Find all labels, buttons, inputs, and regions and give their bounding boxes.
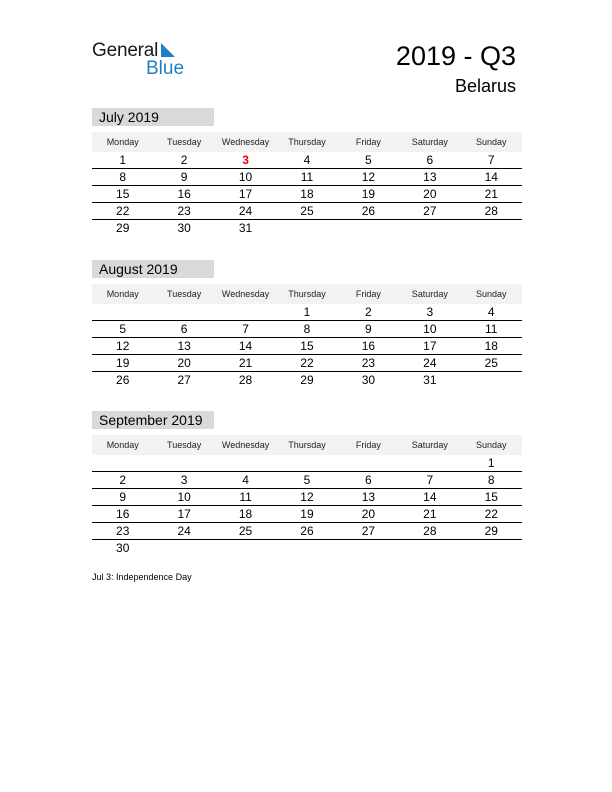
weekday-label: Friday — [355, 440, 381, 450]
day-cell — [92, 304, 153, 320]
day-cell: 11 — [485, 322, 498, 336]
weekday-label: Saturday — [411, 137, 448, 147]
day-cell: 15 — [484, 490, 498, 504]
day-cell — [153, 540, 214, 556]
week-row — [92, 540, 522, 556]
day-cell — [399, 540, 460, 556]
day-cell: 13 — [361, 490, 376, 504]
day-cell: 4 — [303, 153, 311, 167]
day-cell: 16 — [177, 187, 191, 201]
day-cell: 1 — [119, 153, 127, 167]
day-cell — [276, 455, 337, 471]
day-cell — [153, 455, 214, 471]
week-row — [92, 489, 522, 506]
day-cell: 17 — [238, 187, 253, 201]
weekday-label: Saturday — [411, 289, 448, 299]
day-cell: 25 — [300, 204, 314, 218]
week-row — [92, 372, 522, 388]
day-cell: 4 — [242, 473, 249, 487]
weekday-header — [92, 284, 522, 304]
day-cell: 31 — [423, 373, 437, 387]
week-row — [92, 304, 522, 321]
day-cell: 9 — [180, 170, 188, 184]
day-cell: 16 — [361, 339, 376, 353]
day-cell: 18 — [300, 187, 314, 201]
weekday-label: Thursday — [288, 289, 326, 299]
weekday-label: Thursday — [288, 137, 326, 147]
day-cell: 30 — [361, 373, 376, 387]
weekday-label: Tuesday — [167, 137, 202, 147]
day-cell: 5 — [365, 153, 372, 167]
weekday-label: Tuesday — [167, 289, 202, 299]
day-cell: 10 — [238, 170, 253, 184]
day-cell: 22 — [484, 507, 498, 521]
brand-logo — [92, 40, 192, 80]
weekday-label: Wednesday — [221, 137, 270, 147]
day-cell: 7 — [242, 322, 249, 336]
day-cell: 12 — [300, 490, 314, 504]
day-cell: 27 — [177, 373, 191, 387]
day-cell: 26 — [116, 373, 130, 387]
day-cell: 20 — [177, 356, 191, 370]
day-cell: 20 — [423, 187, 437, 201]
day-cell — [215, 304, 276, 320]
day-cell: 24 — [423, 356, 437, 370]
day-cell: 8 — [487, 473, 495, 487]
weekday-label: Tuesday — [167, 440, 202, 450]
day-cell: 14 — [484, 170, 498, 184]
day-cell: 7 — [487, 153, 495, 167]
day-cell: 3 — [426, 305, 434, 319]
month-label: September 2019 — [92, 411, 214, 429]
day-cell: 8 — [303, 322, 311, 336]
weekday-label: Sunday — [475, 440, 507, 450]
day-cell: 18 — [484, 339, 498, 353]
month-label: July 2019 — [92, 108, 214, 126]
weekday-label: Wednesday — [221, 289, 270, 299]
week-row — [92, 152, 522, 169]
month-block — [92, 108, 522, 236]
week-row — [92, 523, 522, 540]
day-cell: 21 — [484, 187, 498, 201]
weekday-label: Friday — [355, 137, 381, 147]
day-cell: 28 — [238, 373, 253, 387]
day-cell: 23 — [361, 356, 376, 370]
day-cell — [399, 220, 460, 236]
weekday-label: Saturday — [411, 440, 448, 450]
day-cell: 14 — [423, 490, 437, 504]
day-cell: 6 — [180, 322, 188, 336]
weekday-label: Monday — [106, 137, 139, 147]
day-cell: 3 — [180, 473, 188, 487]
week-row — [92, 321, 522, 338]
day-cell: 3 — [242, 153, 249, 167]
logo-triangle-icon — [161, 43, 175, 57]
day-cell: 19 — [116, 356, 130, 370]
day-cell — [338, 220, 399, 236]
day-cell — [461, 220, 522, 236]
day-cell: 12 — [361, 170, 376, 184]
month-block — [92, 411, 522, 556]
day-cell: 17 — [423, 339, 437, 353]
day-cell: 29 — [116, 221, 130, 235]
week-row — [92, 169, 522, 186]
day-cell: 9 — [365, 322, 372, 336]
day-cell: 30 — [116, 541, 130, 555]
week-row — [92, 338, 522, 355]
day-cell: 5 — [303, 473, 311, 487]
day-cell: 15 — [116, 187, 130, 201]
day-cell: 23 — [177, 204, 191, 218]
day-cell: 10 — [423, 322, 437, 336]
day-cell: 15 — [300, 339, 314, 353]
week-row — [92, 506, 522, 523]
day-cell: 27 — [361, 524, 376, 538]
week-row — [92, 203, 522, 220]
day-cell: 2 — [365, 305, 372, 319]
day-cell: 28 — [423, 524, 437, 538]
weekday-label: Thursday — [288, 440, 326, 450]
day-cell: 20 — [361, 507, 376, 521]
day-cell: 2 — [119, 473, 127, 487]
day-cell: 28 — [484, 204, 498, 218]
day-cell: 18 — [238, 507, 253, 521]
day-cell: 26 — [361, 204, 376, 218]
weekday-label: Wednesday — [221, 440, 270, 450]
day-cell: 19 — [300, 507, 314, 521]
day-cell: 9 — [119, 490, 127, 504]
day-cell: 27 — [423, 204, 437, 218]
country-name: Belarus — [454, 76, 516, 96]
day-cell: 13 — [423, 170, 437, 184]
day-cell — [461, 372, 522, 388]
day-cell: 21 — [238, 356, 253, 370]
day-cell — [215, 540, 276, 556]
day-cell: 21 — [423, 507, 437, 521]
day-cell — [461, 540, 522, 556]
day-cell: 26 — [300, 524, 314, 538]
day-cell: 14 — [238, 339, 253, 353]
day-cell: 2 — [180, 153, 188, 167]
day-cell: 12 — [116, 339, 130, 353]
day-cell — [153, 304, 214, 320]
day-cell: 29 — [484, 524, 498, 538]
day-cell: 16 — [116, 507, 130, 521]
day-cell: 4 — [487, 305, 495, 319]
day-cell: 1 — [303, 305, 311, 319]
day-cell: 13 — [177, 339, 191, 353]
day-cell: 22 — [300, 356, 314, 370]
day-cell: 6 — [426, 153, 434, 167]
week-row — [92, 186, 522, 203]
week-row — [92, 455, 522, 472]
day-cell — [276, 540, 337, 556]
day-cell: 11 — [300, 170, 314, 184]
day-cell: 23 — [116, 524, 130, 538]
weekday-header — [92, 132, 522, 152]
day-cell — [276, 220, 337, 236]
weekday-label: Friday — [355, 289, 381, 299]
week-row — [92, 355, 522, 372]
day-cell: 8 — [119, 170, 127, 184]
day-cell: 29 — [300, 373, 314, 387]
day-cell: 6 — [365, 473, 372, 487]
day-cell: 24 — [238, 204, 253, 218]
day-cell: 11 — [239, 490, 252, 504]
day-cell: 25 — [484, 356, 498, 370]
day-cell: 22 — [116, 204, 130, 218]
day-cell: 1 — [487, 456, 495, 470]
day-cell: 30 — [177, 221, 191, 235]
day-cell: 31 — [238, 221, 253, 235]
day-cell: 7 — [426, 473, 434, 487]
day-cell — [338, 455, 399, 471]
week-row — [92, 472, 522, 489]
day-cell: 24 — [177, 524, 191, 538]
day-cell: 17 — [177, 507, 191, 521]
day-cell: 5 — [119, 322, 127, 336]
day-cell: 10 — [177, 490, 191, 504]
weekday-header — [92, 435, 522, 455]
day-cell — [399, 455, 460, 471]
month-block — [92, 260, 522, 388]
day-cell — [215, 455, 276, 471]
day-cell: 25 — [238, 524, 253, 538]
holiday-note: Jul 3: Independence Day — [92, 572, 192, 582]
weekday-label: Monday — [106, 440, 139, 450]
weekday-label: Sunday — [475, 289, 507, 299]
page-title: 2019 - Q3 — [395, 41, 516, 71]
weekday-label: Sunday — [475, 137, 507, 147]
day-cell: 19 — [361, 187, 376, 201]
day-cell — [92, 455, 153, 471]
logo-text-general: General — [92, 40, 159, 61]
month-label: August 2019 — [92, 260, 214, 278]
week-row — [92, 220, 522, 236]
day-cell — [338, 540, 399, 556]
logo-text-blue: Blue — [146, 58, 185, 79]
weekday-label: Monday — [106, 289, 139, 299]
